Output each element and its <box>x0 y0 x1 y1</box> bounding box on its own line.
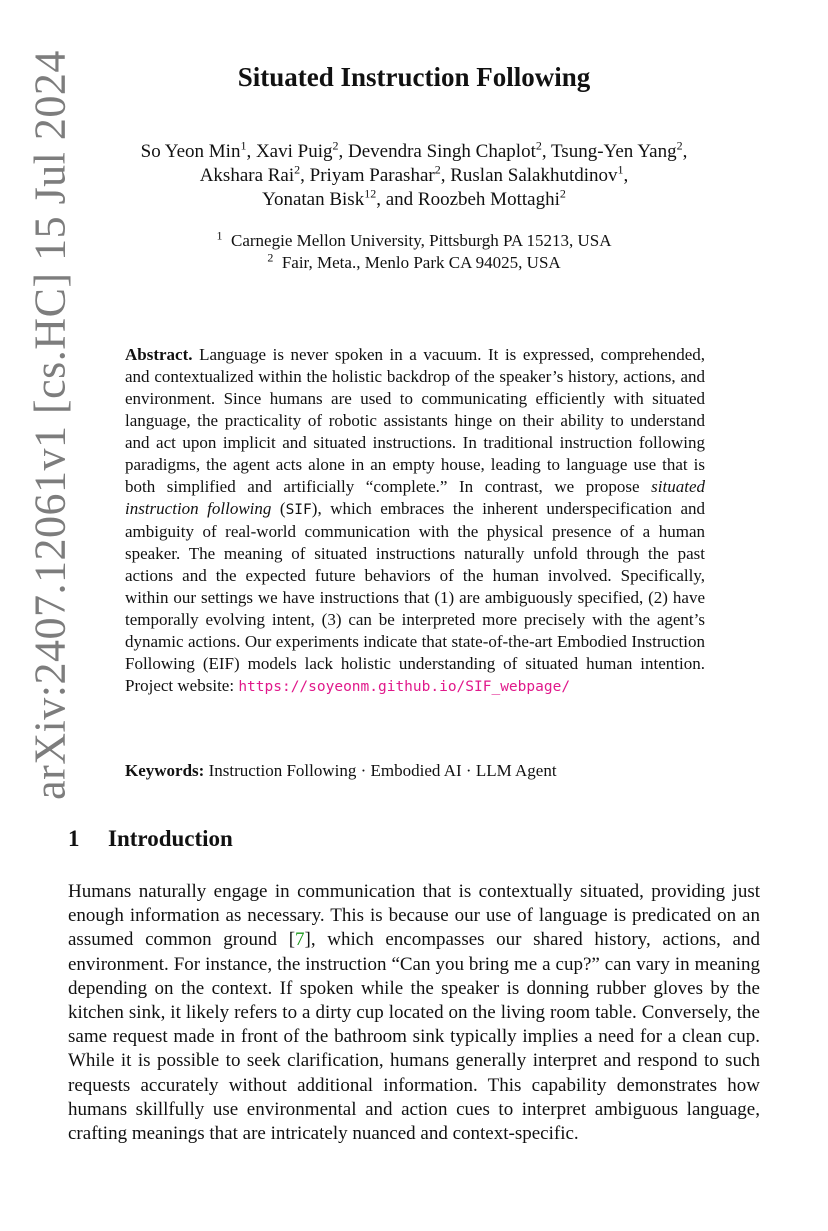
author-affil-mark: 1 <box>240 138 247 153</box>
author: Roozbeh Mottaghi <box>417 189 560 210</box>
author: Priyam Parashar <box>309 165 435 186</box>
affiliation <box>80 252 748 274</box>
abstract-code: SIF <box>285 502 312 518</box>
section-number: 1 <box>68 826 80 851</box>
intro-paragraph <box>68 880 760 1146</box>
keywords <box>125 760 705 782</box>
abstract-text: ), which embraces the inherent underspecification and ambiguity of real-world communication with the physical presence of a human speaker. The meaning of situated instructions naturally unfold through the past actions and the expected future behaviors of the human involved. Specifically, within our settings we have instructions that (1) are ambiguously specified, (2) have temporally evolving intent, (3) can be interpreted more precisely with the agent’s dynamic actions. Our experiments indicate that state-of-the-art Embodied Instruction Following (EIF) models lack holistic understanding of situated human intention. Project website: <box>125 499 705 695</box>
author: So Yeon Min <box>140 141 241 162</box>
affiliation-text: Carnegie Mellon University, Pittsburgh PA 15213, USA <box>231 231 612 250</box>
author: Xavi Puig <box>255 141 333 162</box>
paper-title: Situated Instruction Following <box>237 62 591 92</box>
author-affil-mark: 2 <box>434 162 441 177</box>
author-affil-mark: 2 <box>676 138 683 153</box>
citation-link[interactable]: 7 <box>295 929 305 951</box>
arxiv-id-text: arXiv:2407.12061v1 [cs.HC] 15 Jul 2024 <box>25 50 75 800</box>
intro-text: Humans naturally engage in communication that is contextually situated, providing just enough information as necessary. This is because our use of language is predicated on an assumed common ground [ <box>68 881 760 951</box>
abstract-label: Abstract. <box>125 345 193 364</box>
project-website-link[interactable]: https://soyeonm.github.io/SIF_webpage/ <box>238 679 571 695</box>
author-affil-mark: 2 <box>559 186 566 201</box>
author: Akshara Rai <box>199 165 295 186</box>
affiliation-mark: 2 <box>267 250 274 265</box>
author: Ruslan Salakhutdinov <box>450 165 618 186</box>
abstract-emphasis: situated instruction following <box>125 477 705 518</box>
abstract-text: Language is never spoken in a vacuum. It is expressed, comprehended, and contextualized within the holistic backdrop of the speaker’s history, actions, and environment. Since humans are used to communicating efficiently with situated language, the practicality of robotic assistants hinge on their ability to understand and act upon implicit and situated instructions. In traditional instruction following paradigms, the agent acts alone in an empty house, leading to language use that is both simplified and artificially “complete.” In contrast, we propose <box>125 345 705 496</box>
keywords-label: Keywords: <box>125 761 205 780</box>
affiliation-mark: 1 <box>216 228 223 243</box>
affiliation-list <box>80 230 748 274</box>
affiliation <box>80 230 748 252</box>
author-affil-mark: 2 <box>294 162 301 177</box>
author-affil-mark: 12 <box>364 186 377 201</box>
abstract-text: ( <box>271 499 286 518</box>
section-title: Introduction <box>108 826 233 851</box>
author-affil-mark: 1 <box>617 162 624 177</box>
abstract <box>125 344 705 698</box>
author-affil-mark: 2 <box>332 138 339 153</box>
author-list: So Yeon Min$^1$, Xavi Puig$^2$, Devendra Singh Chaplot$^2$, Tsung-Yen Yang$^2$, Akshara Rai$^2$, Priyam Parashar$^2$, Ruslan Salakhutdinov$^1$, Yonatan Bisk$^{12}$, and Roozbeh Mottaghi$^2$ <box>140 138 688 210</box>
section-heading <box>68 826 233 852</box>
author: Devendra Singh Chaplot <box>347 141 536 162</box>
intro-text: ], which encompasses our shared history, actions, and environment. For instance, the instruction “Can you bring me a cup?” can vary in meaning depending on the context. If spoken while the speaker is donning rubber gloves by the kitchen sink, it likely refers to a dirty cup located on the living room table. Conversely, the same request made in front of the bathroom sink typically implies a need for a clean cup. While it is possible to seek clarification, humans generally interpret and respond to such requests accurately without additional information. This capability demonstrates how humans skillfully use environmental and action cues to interpret ambiguous language, crafting meanings that are intricately nuanced and context-specific. <box>68 929 760 1145</box>
author: Yonatan Bisk <box>262 189 365 210</box>
affiliation-text: Fair, Meta., Menlo Park CA 94025, USA <box>281 253 561 272</box>
author-affil-mark: 2 <box>535 138 542 153</box>
arxiv-identifier <box>20 50 80 800</box>
author: Tsung-Yen Yang <box>551 141 677 162</box>
keywords-text: Instruction Following · Embodied AI · LLM Agent <box>204 761 557 780</box>
